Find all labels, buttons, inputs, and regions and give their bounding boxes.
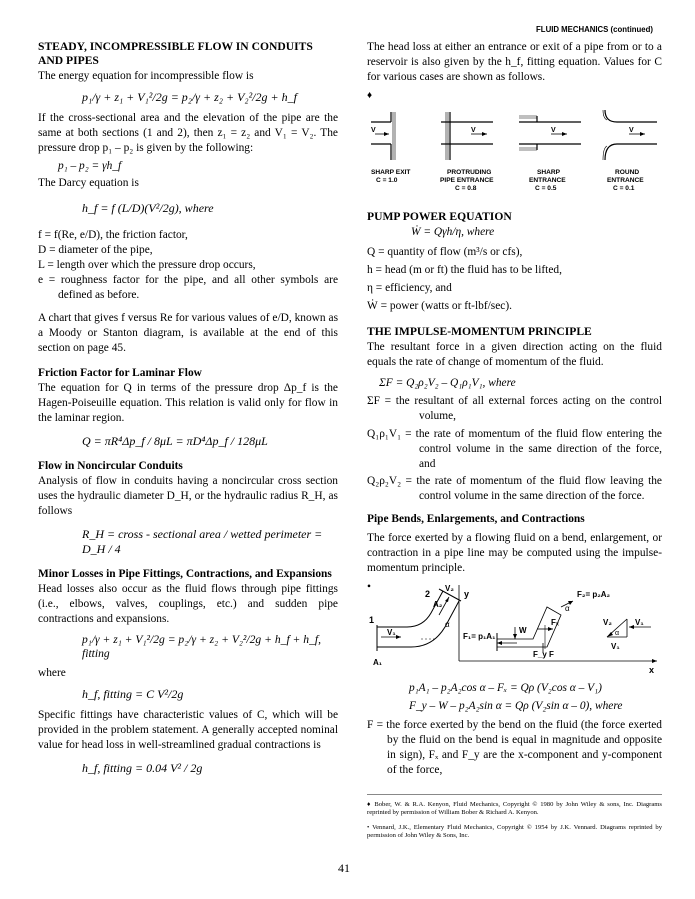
arrow-label-v3: V bbox=[551, 127, 556, 135]
momentum-definitions bbox=[367, 394, 662, 504]
equation-force-x: p₁A₁ – p₂A₂cos α – Fₓ = Qρ (V₂cos α – V₁) bbox=[409, 682, 602, 695]
fig-label-v1: V₁ bbox=[387, 628, 396, 638]
footnote-bober: ♦ Bober, W. & R.A. Kenyon, Fluid Mechanics, Copyright © 1980 by John Wiley & sons, Inc. Diagrams reprinted by permission of William Bober & Richard A. Kenyon. bbox=[367, 800, 662, 817]
mom-def-leaving: Q₂ρ₂V₂ = the rate of momentum of the fluid flow leaving the control volume in the same direction of the force. bbox=[367, 475, 662, 503]
fig-label-fy: F_y bbox=[533, 650, 547, 660]
fig-label-fx: Fₓ bbox=[551, 618, 559, 628]
equation-hagen-poiseuille: Q = πR⁴Δp_f / 8μL = πD⁴Δp_f / 128μL bbox=[82, 433, 268, 448]
definition-f: f = f(Re, e/D), the friction factor, bbox=[38, 229, 188, 242]
section-title-pump: PUMP POWER EQUATION bbox=[367, 210, 512, 224]
fig-label-v2: V₂ bbox=[445, 585, 454, 594]
bullet-dot: • bbox=[367, 580, 371, 593]
fig-label-x: x bbox=[649, 665, 655, 676]
fig-label-a1: A₁ bbox=[373, 658, 383, 668]
fig-label-f: F bbox=[549, 650, 554, 660]
pump-def-eta: η = efficiency, and bbox=[367, 281, 452, 294]
equation-pump: Ẇ = Qγh/η, where bbox=[411, 225, 495, 238]
fig-label-v2b: V₂ bbox=[603, 618, 612, 628]
pump-def-h: h = head (m or ft) the fluid has to be lifted, bbox=[367, 263, 562, 276]
paragraph-energy-intro: The energy equation for incompressible flow is bbox=[38, 69, 254, 82]
caption-sharp-exit: SHARP EXIT bbox=[371, 169, 411, 177]
fig-label-y: y bbox=[464, 589, 470, 600]
fig-label-alpha2: α bbox=[445, 620, 450, 630]
footnotes bbox=[367, 794, 662, 841]
entrance-loss-diagram bbox=[367, 104, 662, 196]
pump-def-w: Ẇ = power (watts or ft-lbf/sec). bbox=[367, 299, 512, 312]
caption-protruding-c: C = 0.8 bbox=[455, 185, 477, 193]
darcy-definitions bbox=[38, 228, 338, 302]
paragraph-head-loss-entrance: The head loss at either an entrance or exit of a pipe from or to a reservoir is also given by the h_f, fitting equation. Values for C for various cases are shown as follows. bbox=[367, 41, 662, 84]
fig-label-v1a: V₁ bbox=[611, 642, 620, 652]
fig-label-alpha: α bbox=[565, 604, 570, 614]
fig-label-alpha3: α bbox=[615, 630, 620, 638]
paragraph-darcy-intro: The Darcy equation is bbox=[38, 177, 139, 190]
section-title-impulse: THE IMPULSE-MOMENTUM PRINCIPLE bbox=[367, 325, 592, 339]
paragraph-moody: A chart that gives f versus Re for various values of e/D, known as a Moody or Stanton diagram, is available at the end of this section on page 45. bbox=[38, 311, 338, 354]
fig-label-f2: F₂= p₂A₂ bbox=[577, 590, 611, 600]
fig-label-w: W bbox=[519, 626, 527, 636]
paragraph-f-definition: F = the force exerted by the bend on the fluid (the force exerted by the fluid on the bend is equal in magnitude and opposite in sign), Fₓ and F_y are the x-component and y-component of the force, bbox=[367, 718, 662, 776]
caption-round-2: ENTRANCE bbox=[607, 177, 644, 185]
arrow-label-v4: V bbox=[629, 127, 634, 135]
pump-definitions bbox=[367, 245, 662, 313]
caption-sharp-exit-c: C = 1.0 bbox=[376, 177, 398, 185]
equation-energy: p₁/γ + z₁ + V₁²/2g = p₂/γ + z₂ + V₂²/2g + h_f bbox=[82, 90, 297, 105]
paragraph-pipe-bends: The force exerted by a flowing fluid on a bend, enlargement, or contraction in a pipe line may be computed using the impulse-momentum principle. bbox=[367, 531, 662, 574]
equation-minor-losses: p₁/γ + z₁ + V₁²/2g = p₂/γ + z₂ + V₂²/2g + h_f + h_f, fitting bbox=[82, 632, 321, 661]
footnote-vennard: • Vennard, J.K., Elementary Fluid Mechanics, Copyright © 1954 by J.K. Vennard. Diagrams reprinted by permission of John Wiley & Sons, Inc. bbox=[367, 823, 662, 840]
fig-label-a2: A₂ bbox=[433, 600, 443, 610]
fig-label-two: 2 bbox=[425, 589, 431, 600]
bullet-diamond: ♦ bbox=[367, 90, 373, 102]
left-column bbox=[38, 40, 338, 776]
right-column bbox=[367, 40, 662, 841]
pipe-bend-diagram bbox=[367, 585, 662, 677]
section-title-noncircular: Flow in Noncircular Conduits bbox=[38, 459, 183, 472]
paragraph-noncircular: Analysis of flow in conduits having a noncircular cross section uses the hydraulic diameter D_H, or the hydraulic radius R_H, as follows bbox=[38, 474, 338, 517]
sharp-entrance-figure bbox=[519, 116, 581, 150]
section-title-pipe-bends: Pipe Bends, Enlargements, and Contractions bbox=[367, 513, 585, 525]
caption-protruding: PROTRUDING bbox=[447, 169, 492, 177]
paragraph-minor-losses: Head losses also occur as the fluid flows through pipe fittings (i.e., elbows, valves, couplings, etc.) and sudden pipe contractions and expansions. bbox=[38, 582, 338, 625]
section-title-minor-losses: Minor Losses in Pipe Fittings, Contractions, and Expansions bbox=[38, 567, 332, 580]
equation-momentum: ΣF = Q₂ρ₂V₂ – Q₁ρ₁V₁, where bbox=[379, 376, 516, 389]
equation-pressure-drop: p₁ – p₂ = γh_f bbox=[58, 160, 122, 173]
paragraph-hagen: The equation for Q in terms of the pressure drop Δp_f is the Hagen-Poiseuille equation. This relation is valid only for flow in the laminar region. bbox=[38, 381, 338, 424]
caption-sharp-entrance-c: C = 0.5 bbox=[535, 185, 557, 193]
section-title-laminar: Friction Factor for Laminar Flow bbox=[38, 366, 202, 379]
arrow-label-v2: V bbox=[471, 127, 476, 135]
fig-label-one: 1 bbox=[369, 615, 375, 626]
paragraph-impulse: The resultant force in a given direction acting on the fluid equals the rate of change of momentum of the fluid. bbox=[367, 340, 662, 368]
sharp-exit-figure bbox=[371, 112, 395, 160]
definition-e: e = roughness factor for the pipe, and all other symbols are defined as before. bbox=[38, 273, 338, 301]
mom-def-entering: Q₁ρ₁V₁ = the rate of momentum of the fluid flow entering the control volume in the same direction of the force, and bbox=[367, 427, 662, 470]
arrow-label-v1: V bbox=[371, 127, 376, 135]
page-number: 41 bbox=[338, 861, 350, 875]
round-entrance-figure bbox=[603, 110, 657, 160]
caption-round-c: C = 0.1 bbox=[613, 185, 635, 193]
caption-sharp-entrance-2: ENTRANCE bbox=[529, 177, 566, 185]
running-header: FLUID MECHANICS (continued) bbox=[536, 25, 653, 34]
paragraph-specific-fittings: Specific fittings have characteristic values of C, which will be provided in the problem statement. A generally accepted nominal value for head loss in well-streamlined gradual contractions is bbox=[38, 708, 338, 751]
equation-fitting: h_f, fitting = C V²/2g bbox=[82, 686, 184, 701]
caption-protruding-2: PIPE ENTRANCE bbox=[440, 177, 494, 185]
mom-def-sumf: ΣF = the resultant of all external forces acting on the control volume, bbox=[367, 395, 662, 423]
section-title-steady-flow: STEADY, INCOMPRESSIBLE FLOW IN CONDUITS AND PIPES bbox=[38, 40, 313, 68]
equation-gradual-contraction: h_f, fitting = 0.04 V² / 2g bbox=[82, 760, 203, 775]
fig-label-v1c: V₁ bbox=[635, 618, 644, 628]
paragraph-same-section: If the cross-sectional area and the elevation of the pipe are the same at both sections (1 and 2), then z₁ = z₂ and V₁ = V₂. The pressure drop p₁ – p₂ is given by the following: bbox=[38, 112, 338, 155]
definition-l: L = length over which the pressure drop occurs, bbox=[38, 259, 256, 272]
pump-def-q: Q = quantity of flow (m³/s or cfs), bbox=[367, 246, 523, 259]
equation-darcy: h_f = f (L/D)(V²/2g), where bbox=[82, 201, 214, 216]
equation-hydraulic-radius: R_H = cross - sectional area / wetted perimeter = D_H / 4 bbox=[82, 526, 323, 556]
definition-d: D = diameter of the pipe, bbox=[38, 244, 153, 257]
caption-round: ROUND bbox=[615, 169, 640, 177]
caption-sharp-entrance: SHARP bbox=[537, 169, 561, 177]
protruding-entrance-figure bbox=[441, 112, 493, 160]
where-label: where bbox=[38, 666, 66, 679]
equation-force-y: F_y – W – p₂A₂sin α = Qρ (V₂sin α – 0), where bbox=[409, 700, 623, 713]
fig-label-f1: F₁= p₁A₁ bbox=[463, 632, 496, 642]
